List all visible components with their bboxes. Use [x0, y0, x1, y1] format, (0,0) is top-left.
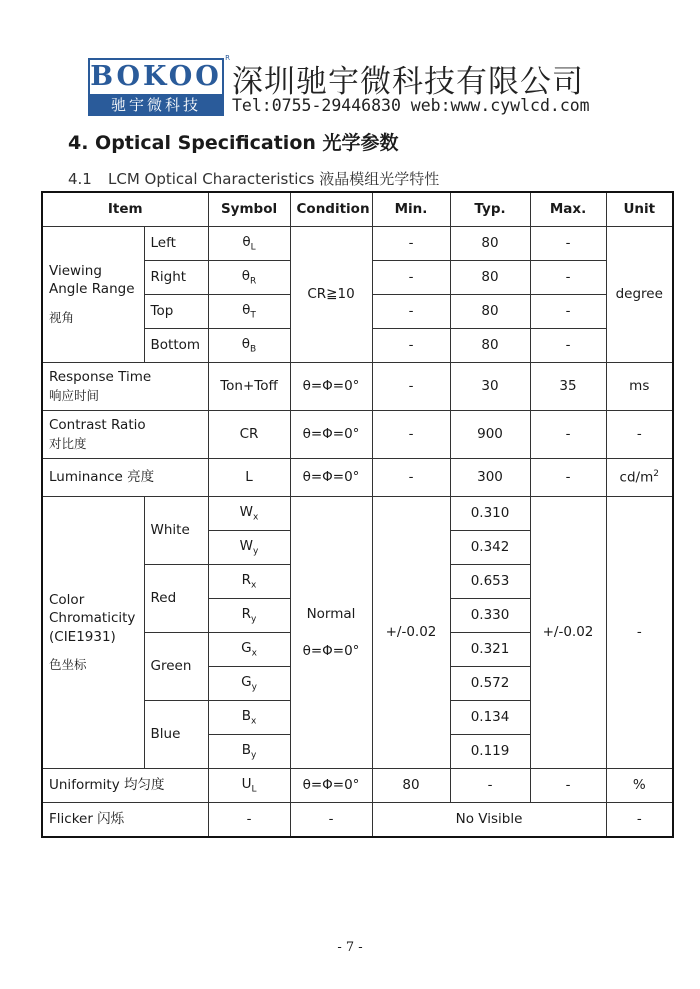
viewing-min: -: [372, 329, 450, 363]
luminance-label: Luminance 亮度: [42, 459, 208, 497]
response-label: [42, 363, 208, 411]
contrast-min: -: [372, 411, 450, 459]
response-condition: θ=Φ=0°: [290, 363, 372, 411]
luminance-unit: $cd/m^2$: [606, 459, 673, 497]
chroma-typ: 0.330: [450, 599, 530, 633]
chroma-typ: 0.653: [450, 565, 530, 599]
chroma-color-name: White: [144, 497, 208, 565]
contrast-label-en: Contrast Ratio: [49, 417, 146, 434]
contrast-label: [42, 411, 208, 459]
uniformity-typ: -: [450, 769, 530, 803]
table-row: [42, 363, 673, 411]
table-row: [42, 769, 673, 803]
viewing-angle-label: [42, 227, 144, 363]
viewing-min: -: [372, 261, 450, 295]
uniformity-condition: θ=Φ=0°: [290, 769, 372, 803]
chroma-color-name: Red: [144, 565, 208, 633]
viewing-min: -: [372, 227, 450, 261]
contrast-label-cn: 对比度: [49, 435, 87, 451]
uniformity-label: Uniformity 均匀度: [42, 769, 208, 803]
chroma-symbol: $W_x$: [208, 497, 290, 531]
chroma-label-line2: Chromaticity: [49, 610, 136, 627]
chroma-condition: [290, 497, 372, 769]
chroma-symbol: $B_x$: [208, 701, 290, 735]
viewing-symbol: $\theta_T$: [208, 295, 290, 329]
viewing-typ: 80: [450, 295, 530, 329]
viewing-min: -: [372, 295, 450, 329]
viewing-dir: Right: [144, 261, 208, 295]
viewing-unit: degree: [606, 227, 673, 363]
header-condition: Condition: [290, 192, 372, 227]
subsection-number: 4.1: [68, 170, 92, 188]
viewing-condition: CR≧10: [290, 227, 372, 363]
viewing-typ: 80: [450, 329, 530, 363]
chroma-color-name: Blue: [144, 701, 208, 769]
contrast-typ: 900: [450, 411, 530, 459]
luminance-condition: θ=Φ=0°: [290, 459, 372, 497]
company-name: 深圳驰宇微科技有限公司: [232, 64, 584, 100]
luminance-max: -: [530, 459, 606, 497]
chroma-symbol: $G_y$: [208, 667, 290, 701]
chroma-label-cn: 色坐标: [49, 656, 87, 672]
chroma-typ: 0.134: [450, 701, 530, 735]
table-row: [42, 227, 673, 261]
header-row: [42, 192, 673, 227]
company-logo: [88, 54, 230, 116]
chroma-min: +/-0.02: [372, 497, 450, 769]
logo-text: BOKOO: [88, 58, 224, 94]
viewing-typ: 80: [450, 227, 530, 261]
viewing-label-line1: Viewing: [49, 263, 102, 280]
chroma-color-name: Green: [144, 633, 208, 701]
chroma-condition-line1: Normal: [306, 606, 356, 623]
header-symbol: Symbol: [208, 192, 290, 227]
chromaticity-label: [42, 497, 144, 769]
chroma-symbol: $R_y$: [208, 599, 290, 633]
contrast-condition: θ=Φ=0°: [290, 411, 372, 459]
viewing-max: -: [530, 227, 606, 261]
viewing-label-line2: Angle Range: [49, 281, 135, 298]
response-label-en: Response Time: [49, 369, 152, 386]
subsection-title: [68, 168, 439, 189]
section-title: 4. Optical Specification 光学参数: [68, 132, 399, 154]
flicker-label: Flicker 闪烁: [42, 803, 208, 838]
luminance-min: -: [372, 459, 450, 497]
logo-subtitle: 驰宇微科技: [88, 94, 224, 116]
chroma-symbol: $G_x$: [208, 633, 290, 667]
luminance-typ: 300: [450, 459, 530, 497]
viewing-max: -: [530, 295, 606, 329]
chroma-symbol: $B_y$: [208, 735, 290, 769]
header-typ: Typ.: [450, 192, 530, 227]
header-unit: Unit: [606, 192, 673, 227]
response-symbol: Ton+Toff: [208, 363, 290, 411]
table-row: [42, 497, 673, 531]
header-max: Max.: [530, 192, 606, 227]
contrast-unit: -: [606, 411, 673, 459]
viewing-max: -: [530, 329, 606, 363]
uniformity-min: 80: [372, 769, 450, 803]
viewing-dir: Top: [144, 295, 208, 329]
viewing-dir: Bottom: [144, 329, 208, 363]
chroma-unit: -: [606, 497, 673, 769]
flicker-symbol: -: [208, 803, 290, 838]
chroma-symbol: $R_x$: [208, 565, 290, 599]
chroma-condition-line2: θ=Φ=0°: [302, 642, 360, 659]
viewing-typ: 80: [450, 261, 530, 295]
chroma-typ: 0.572: [450, 667, 530, 701]
chroma-label-line3: (CIE1931): [49, 628, 116, 645]
chroma-symbol: $W_y$: [208, 531, 290, 565]
chroma-typ: 0.310: [450, 497, 530, 531]
uniformity-unit: %: [606, 769, 673, 803]
table-row: [42, 411, 673, 459]
viewing-max: -: [530, 261, 606, 295]
response-label-cn: 响应时间: [49, 387, 100, 403]
chroma-max: +/-0.02: [530, 497, 606, 769]
luminance-symbol: L: [208, 459, 290, 497]
viewing-symbol: $\theta_B$: [208, 329, 290, 363]
table-row: [42, 459, 673, 497]
chroma-typ: 0.119: [450, 735, 530, 769]
uniformity-symbol: $U_L$: [208, 769, 290, 803]
viewing-dir: Left: [144, 227, 208, 261]
header-item: Item: [42, 192, 208, 227]
subsection-text: LCM Optical Characteristics 液晶模组光学特性: [108, 170, 440, 188]
optical-spec-table: [41, 191, 674, 838]
flicker-unit: -: [606, 803, 673, 838]
contrast-symbol: CR: [208, 411, 290, 459]
table-row: [42, 803, 673, 838]
viewing-label-cn: 视角: [49, 309, 75, 325]
response-typ: 30: [450, 363, 530, 411]
uniformity-max: -: [530, 769, 606, 803]
company-contact: Tel:0755-29446830 web:www.cywlcd.com: [232, 96, 590, 115]
viewing-symbol: $\theta_R$: [208, 261, 290, 295]
chroma-typ: 0.321: [450, 633, 530, 667]
flicker-condition: -: [290, 803, 372, 838]
contrast-max: -: [530, 411, 606, 459]
response-min: -: [372, 363, 450, 411]
header-min: Min.: [372, 192, 450, 227]
chroma-label-line1: Color: [49, 592, 85, 609]
flicker-value: No Visible: [372, 803, 606, 838]
page-number: - 7 -: [337, 940, 363, 955]
response-max: 35: [530, 363, 606, 411]
registered-mark: R: [225, 54, 230, 62]
viewing-symbol: $\theta_L$: [208, 227, 290, 261]
chroma-typ: 0.342: [450, 531, 530, 565]
response-unit: ms: [606, 363, 673, 411]
